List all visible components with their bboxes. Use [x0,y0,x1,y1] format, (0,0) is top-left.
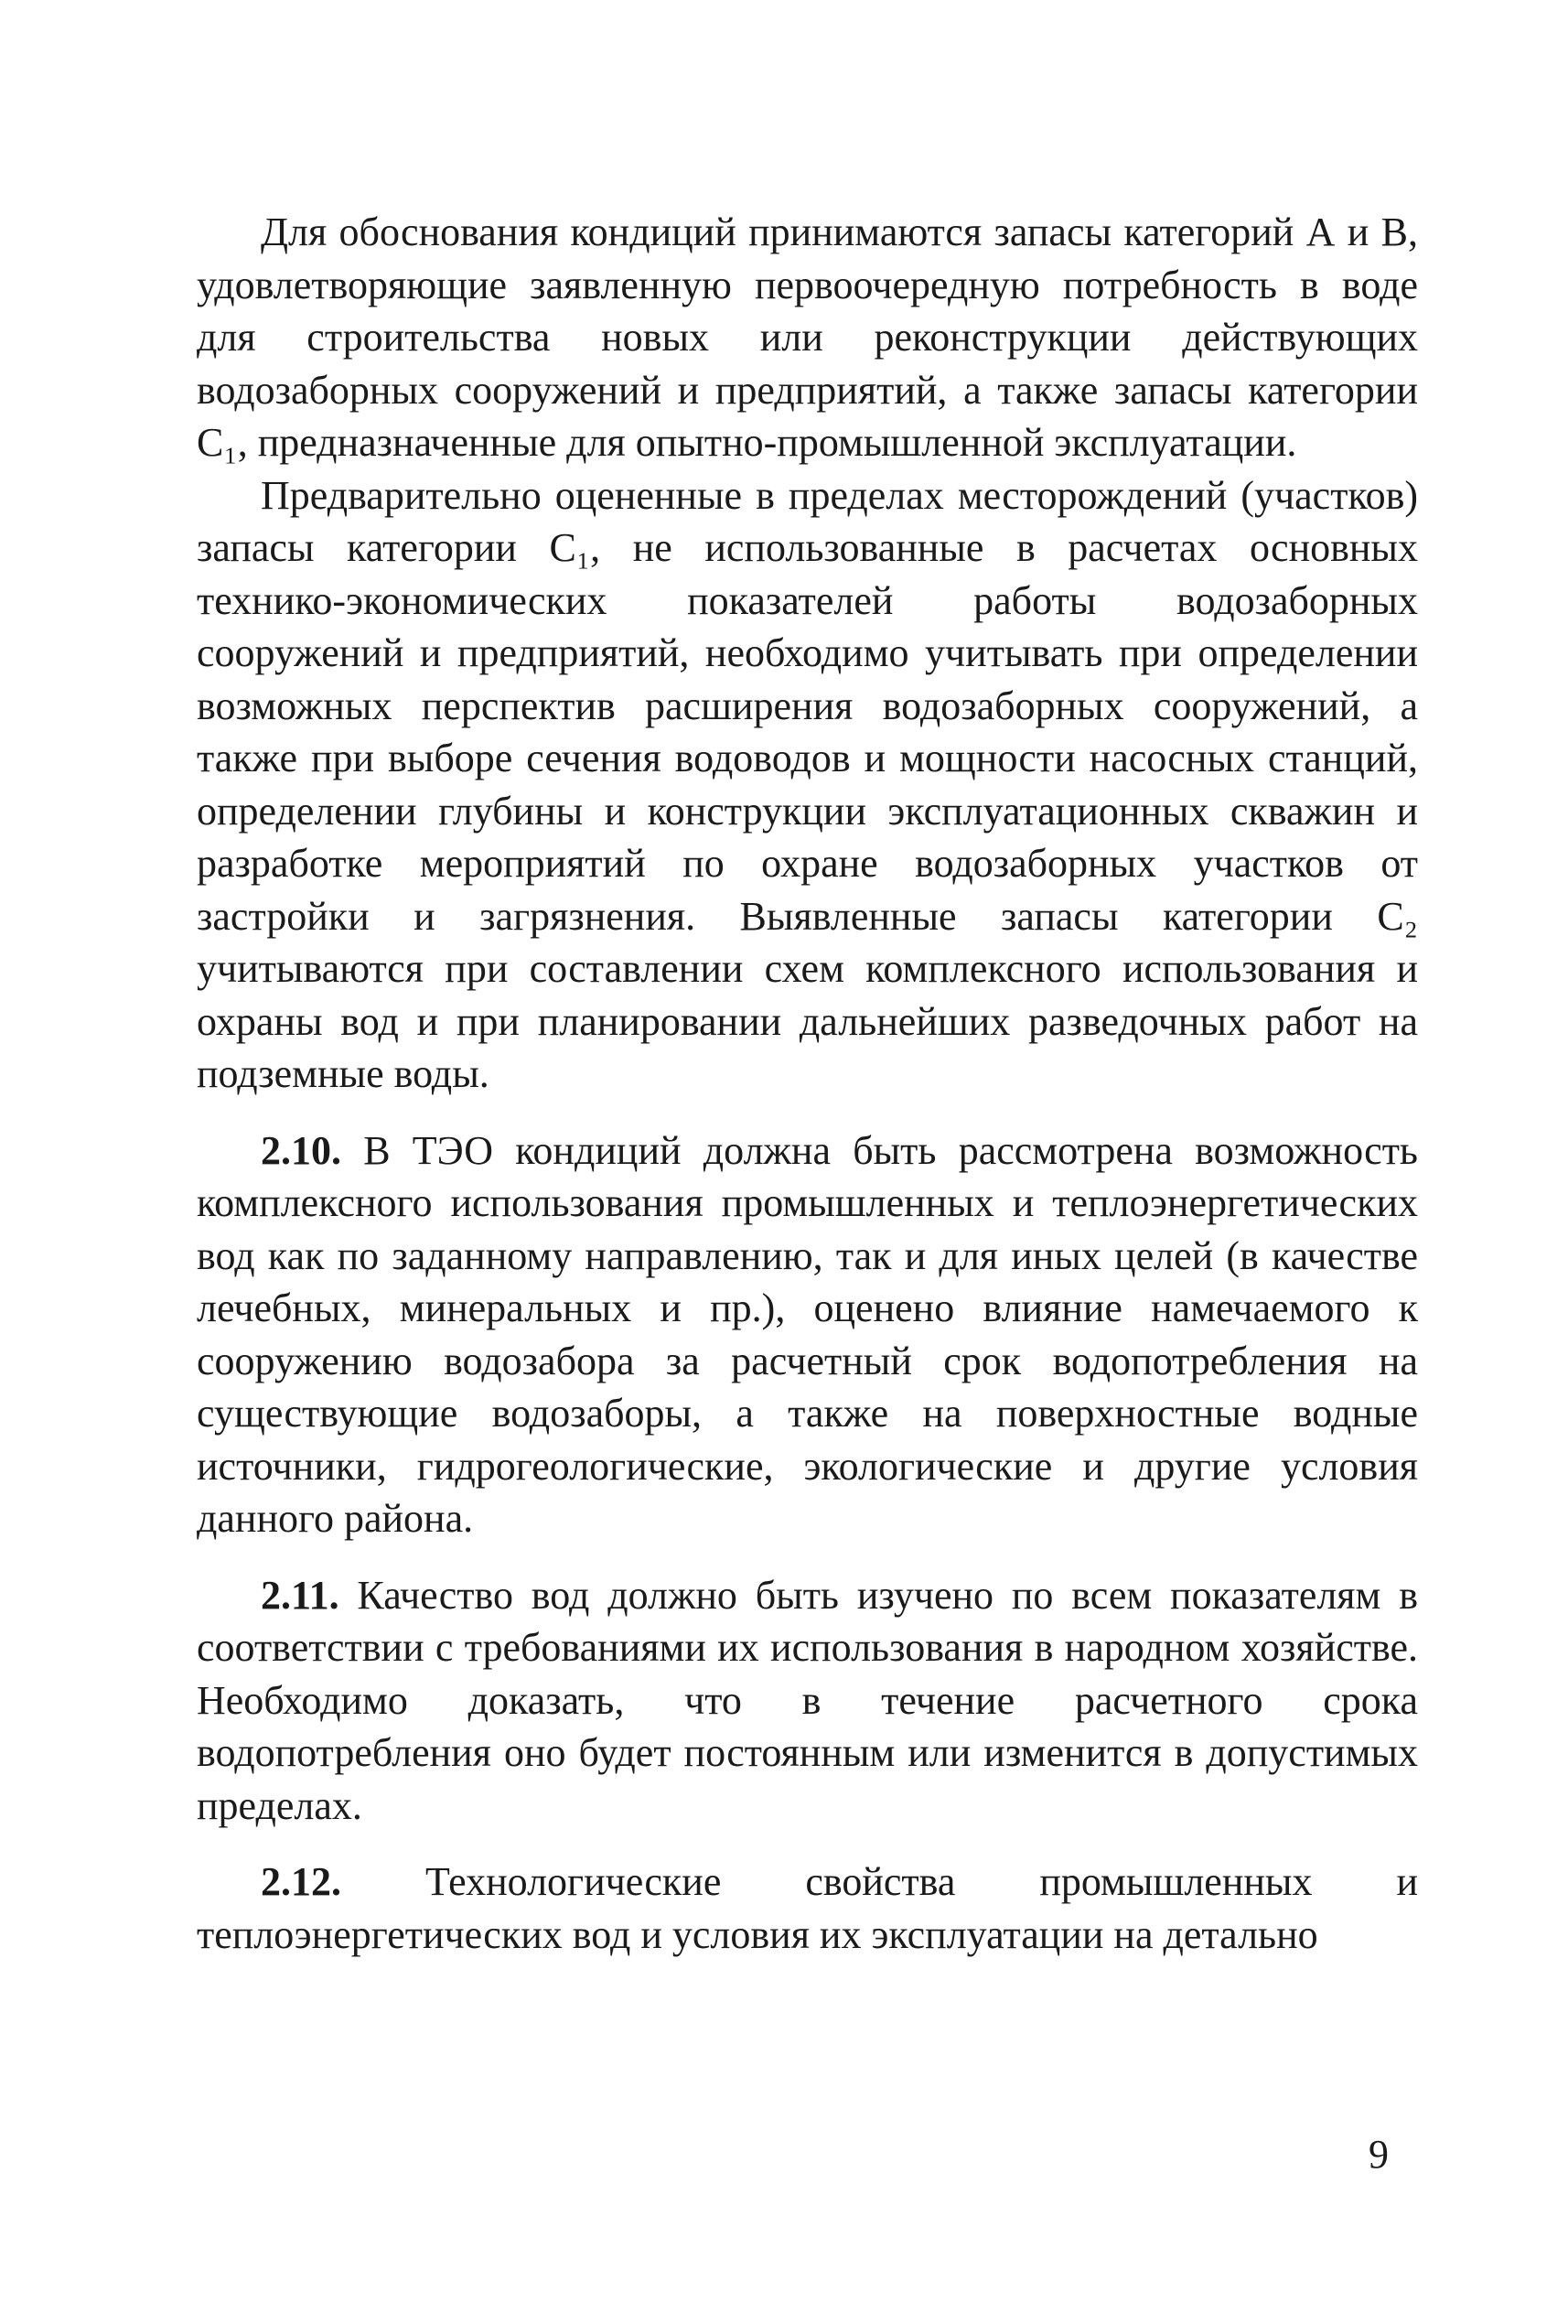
paragraph-text: Предварительно оцененные в пределах месторождений (участков) запасы категории С₁, не использованные в расчетах основных технико-экономических показателей работы водозаборных сооружений и предприятий, необходимо учитывать при определении возможных перспектив расширения водозаборных сооружений, а также при выборе сечения водоводов и мощности насосных станций, определении глубины и конструкции эксплуатационных скважин и разработке мероприятий по охране водозаборных участков от застройки и загрязнения. Выявленные запасы категории С₂ учитываются при составлении схем комплексного использования и охраны вод и при планировании дальнейших разведочных работ на подземные воды. [197,472,1418,1096]
paragraph-2-12 [197,1856,1418,1961]
paragraph-text: Качество вод должно быть изучено по всем показателям в соответствии с требованиями их использования в народном хозяйстве. Необходимо доказать, что в течение расчетного срока водопотребления оно будет постоянным или изменится в допустимых пределах. [197,1572,1419,1828]
paragraph-number: 2.12. [261,1859,341,1904]
paragraph-2-10 [197,1124,1418,1545]
paragraph-preliminary-reserves [197,469,1418,1101]
paragraph-text: Технологические свойства промышленных и теплоэнергетических вод и условия их эксплуатации на детально [197,1859,1418,1957]
paragraph-2-11 [197,1569,1418,1833]
paragraph-number: 2.10. [261,1127,341,1173]
page-number: 9 [1369,2132,1389,2177]
paragraph-reserves-categories [197,206,1418,469]
paragraph-number: 2.11. [261,1572,339,1618]
paragraph-text: В ТЭО кондиций должна быть рассмотрена возможность комплексного использования промышленных и теплоэнергетических вод как по заданному направлению, так и для иных целей (в качестве лечебных, минеральных и пр.), оценено влияние намечаемого к сооружению водозабора за расчетный срок водопотребления на существующие водозаборы, а также на поверхностные водные источники, гидрогеологические, экологические и другие условия данного района. [197,1127,1419,1541]
document-body [197,206,1418,1961]
paragraph-text: Для обоснования кондиций принимаются запасы категорий А и В, удовлетворяющие заявленную первоочередную потребность в воде для строительства новых или реконструкции действующих водозаборных сооружений и предприятий, а также запасы категории С₁, предназначенные для опытно-промышленной эксплуатации. [197,210,1418,465]
